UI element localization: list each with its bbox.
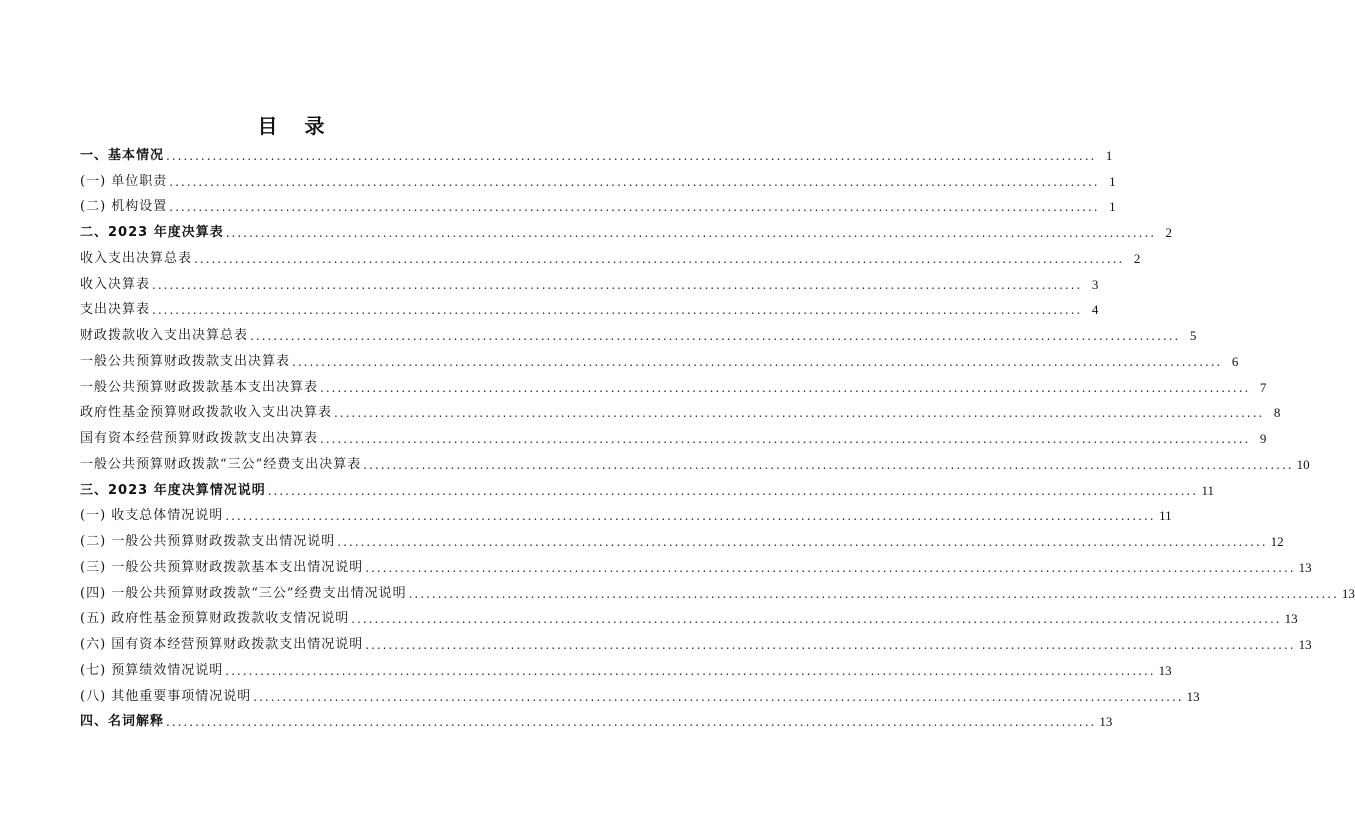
toc-entry-title: 财政拨款收入支出决算总表: [80, 328, 249, 343]
dot-leader: ................................................................................................................................................................: [250, 329, 1181, 343]
dot-leader: ................................................................................................................................................................: [363, 457, 1294, 472]
toc-page-number: 8: [1273, 405, 1281, 421]
toc-entry[interactable]: [80, 447, 1310, 473]
toc-page-number: 10: [1296, 456, 1310, 472]
toc-page-number: 5: [1189, 328, 1197, 343]
toc-entry-title: (四) 一般公共预算财政拨款“三公”经费支出情况说明: [80, 585, 407, 601]
dot-leader: ................................................................................................................................................................: [169, 174, 1100, 189]
toc-entry-title: 收入决算表: [80, 276, 151, 292]
toc-entry-title: 国有资本经营预算财政拨款支出决算表: [80, 431, 319, 446]
dot-leader: ................................................................................................................................................................: [225, 226, 1157, 240]
toc-entry-title: 支出决算表: [80, 302, 151, 318]
toc-entry-title: 一般公共预算财政拨款“三公”经费支出决算表: [80, 456, 362, 472]
toc-entry-title: (七) 预算绩效情况说明: [80, 662, 224, 678]
toc-entry[interactable]: [80, 241, 1141, 267]
toc-entry[interactable]: [80, 293, 1099, 319]
dot-leader: ................................................................................................................................................................: [292, 354, 1223, 369]
toc-page-number: 9: [1259, 431, 1267, 446]
dot-leader: ................................................................................................................................................................: [408, 586, 1339, 601]
toc-page-number: 1: [1109, 199, 1116, 215]
toc-entry[interactable]: [80, 267, 1099, 293]
toc-entry-title: (三) 一般公共预算财政拨款基本支出情况说明: [80, 559, 364, 575]
toc-page-number: 13: [1158, 662, 1172, 678]
toc-entry-title: (五) 政府性基金预算财政拨款收支情况说明: [80, 611, 350, 627]
toc-page-number: 13: [1298, 559, 1312, 575]
toc-entry[interactable]: [80, 576, 1355, 602]
toc-entry-title: 一、基本情况: [80, 147, 165, 163]
toc-entry-title: 收入支出决算总表: [80, 250, 193, 266]
toc-entry[interactable]: [80, 318, 1197, 344]
toc-page-number: 12: [1270, 534, 1284, 549]
dot-leader: ................................................................................................................................................................: [320, 432, 1251, 446]
toc-page-number: 1: [1105, 147, 1113, 163]
toc-entry[interactable]: [80, 499, 1172, 525]
dot-leader: ................................................................................................................................................................: [351, 612, 1282, 627]
dot-leader: ................................................................................................................................................................: [365, 638, 1296, 652]
dot-leader: ................................................................................................................................................................: [337, 535, 1268, 549]
toc-page-number: 6: [1231, 353, 1239, 369]
dot-leader: ................................................................................................................................................................: [334, 406, 1265, 421]
toc-page-number: 2: [1165, 225, 1173, 240]
toc-entry-title: 四、名词解释: [80, 714, 165, 730]
toc-page-number: 4: [1091, 302, 1099, 318]
dot-leader: ................................................................................................................................................................: [267, 483, 1199, 498]
toc-entry[interactable]: [80, 705, 1113, 731]
dot-leader: ................................................................................................................................................................: [365, 560, 1296, 575]
toc-page-number: 13: [1099, 714, 1113, 730]
toc-entry[interactable]: [80, 138, 1113, 164]
dot-leader: ................................................................................................................................................................: [166, 148, 1097, 163]
toc-entry-title: 政府性基金预算财政拨款收入支出决算表: [80, 405, 333, 421]
dot-leader: ................................................................................................................................................................: [225, 663, 1156, 678]
toc-page-number: 2: [1133, 250, 1141, 266]
toc-entry[interactable]: [80, 473, 1215, 499]
dot-leader: ................................................................................................................................................................: [169, 200, 1100, 215]
toc-entry[interactable]: [80, 421, 1267, 447]
toc-entry-title: (二) 机构设置: [80, 199, 168, 215]
toc-page-number: 3: [1091, 276, 1099, 292]
toc-page-number: 7: [1259, 379, 1267, 395]
toc-entry[interactable]: [80, 215, 1173, 241]
dot-leader: ................................................................................................................................................................: [152, 303, 1083, 318]
toc-entry[interactable]: [80, 190, 1116, 216]
toc-entry-title: (六) 国有资本经营预算财政拨款支出情况说明: [80, 637, 364, 652]
toc-page-number: 13: [1298, 637, 1312, 652]
toc-entry-title: 二、2023 年度决算表: [80, 225, 224, 240]
toc-entry-title: (二) 一般公共预算财政拨款支出情况说明: [80, 534, 336, 549]
toc-entry[interactable]: [80, 627, 1312, 653]
dot-leader: ................................................................................................................................................................: [166, 715, 1097, 730]
toc-entry-title: (一) 收支总体情况说明: [80, 508, 224, 524]
dot-leader: ................................................................................................................................................................: [194, 251, 1125, 266]
toc-entry[interactable]: [80, 344, 1239, 370]
toc-entry[interactable]: [80, 679, 1200, 705]
toc-entry[interactable]: [80, 524, 1284, 550]
toc-entry[interactable]: [80, 602, 1298, 628]
toc-entry-title: (一) 单位职责: [80, 173, 168, 189]
toc-entry[interactable]: [80, 550, 1312, 576]
dot-leader: ................................................................................................................................................................: [225, 509, 1156, 524]
dot-leader: ................................................................................................................................................................: [320, 380, 1251, 395]
toc-entry-title: (八) 其他重要事项情况说明: [80, 688, 252, 704]
toc-page-number: 11: [1159, 508, 1172, 524]
toc-entry-title: 一般公共预算财政拨款基本支出决算表: [80, 379, 319, 395]
dot-leader: ................................................................................................................................................................: [253, 689, 1184, 704]
toc-entry[interactable]: [80, 164, 1116, 190]
page-title: 目 录: [257, 114, 335, 138]
toc-page-number: 13: [1186, 688, 1200, 704]
toc-entry-title: 一般公共预算财政拨款支出决算表: [80, 353, 291, 369]
toc-entry[interactable]: [80, 396, 1281, 422]
table-of-contents: [80, 138, 1355, 730]
toc-page-number: 1: [1109, 173, 1116, 189]
toc-page-number: 13: [1341, 585, 1355, 601]
toc-entry[interactable]: [80, 370, 1267, 396]
toc-page-number: 13: [1284, 611, 1298, 627]
toc-page-number: 11: [1201, 482, 1215, 498]
toc-entry[interactable]: [80, 653, 1172, 679]
toc-entry-title: 三、2023 年度决算情况说明: [80, 482, 266, 498]
dot-leader: ................................................................................................................................................................: [152, 277, 1083, 292]
